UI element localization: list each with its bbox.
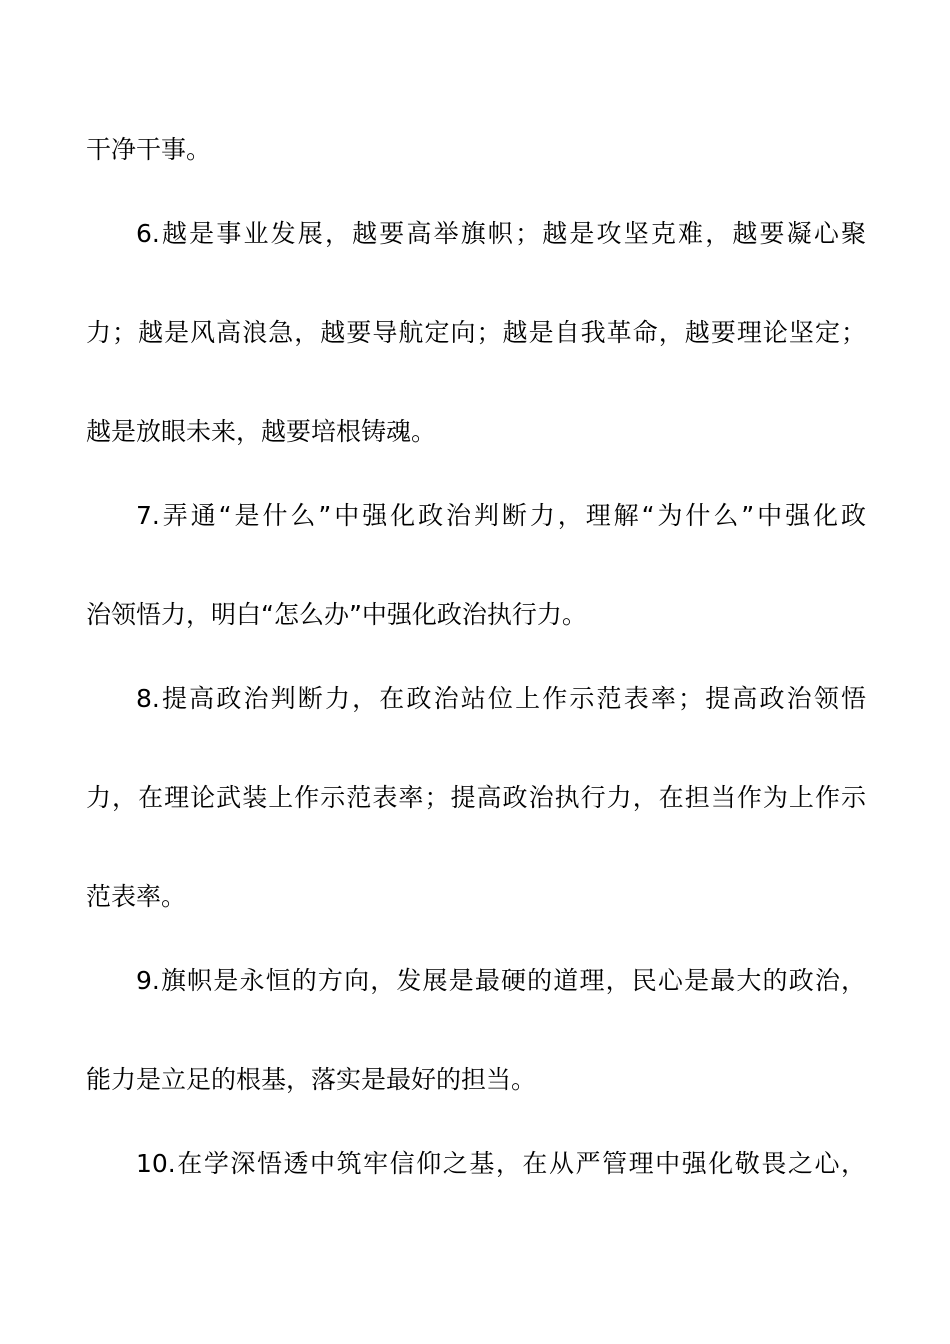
paragraph-8-line-1: 8.提高政治判断力，在政治站位上作示范表率；提高政治领悟: [136, 684, 866, 713]
paragraph-8-line-2: 力，在理论武装上作示范表率；提高政治执行力，在担当作为上作示: [86, 783, 866, 812]
paragraph-8-line-3: 范表率。: [86, 882, 187, 911]
paragraph-6-line-1: 6.越是事业发展，越要高举旗帜；越是攻坚克难，越要凝心聚: [136, 219, 866, 248]
paragraph-6-line-3: 越是放眼未来，越要培根铸魂。: [86, 417, 437, 446]
paragraph-9-line-2: 能力是立足的根基，落实是最好的担当。: [86, 1065, 537, 1094]
paragraph-9-line-1: 9.旗帜是永恒的方向，发展是最硬的道理，民心是最大的政治，: [136, 966, 866, 995]
text-line-1: 干净干事。: [86, 135, 212, 164]
paragraph-10-line-1: 10.在学深悟透中筑牢信仰之基，在从严管理中强化敬畏之心，: [136, 1149, 866, 1178]
paragraph-6-line-2: 力；越是风高浪急，越要导航定向；越是自我革命，越要理论坚定；: [86, 318, 866, 347]
paragraph-7-line-1: 7.弄通“是什么”中强化政治判断力，理解“为什么”中强化政: [136, 501, 866, 530]
paragraph-7-line-2: 治领悟力，明白“怎么办”中强化政治执行力。: [86, 600, 587, 629]
